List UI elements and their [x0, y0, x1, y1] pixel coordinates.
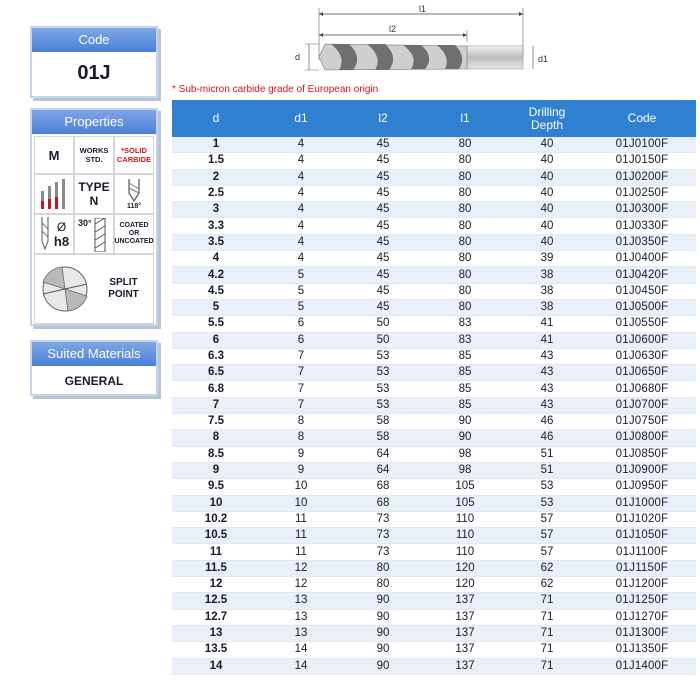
cell-d1: 7 — [260, 381, 342, 397]
table-row — [172, 251, 696, 267]
cell-d1: 11 — [260, 511, 342, 527]
table-row — [172, 577, 696, 593]
cell-l1: 110 — [424, 528, 506, 544]
cell-code: 01J0400F — [588, 251, 696, 267]
cell-code: 01J0500F — [588, 299, 696, 315]
cell-d1: 5 — [260, 299, 342, 315]
table-row — [172, 185, 696, 201]
table-row — [172, 625, 696, 641]
cell-l2: 90 — [342, 625, 424, 641]
cell-l2: 90 — [342, 642, 424, 658]
cell-code: 01J1020F — [588, 511, 696, 527]
cell-l1: 80 — [424, 202, 506, 218]
code-value: 01J — [77, 62, 111, 84]
cell-drilling-depth: 40 — [506, 234, 588, 250]
cell-d1: 4 — [260, 218, 342, 234]
table-row — [172, 462, 696, 478]
cell-code: 01J1200F — [588, 577, 696, 593]
table-row — [172, 430, 696, 446]
cell-code: 01J0680F — [588, 381, 696, 397]
cell-d1: 4 — [260, 234, 342, 250]
cell-d: 8 — [172, 430, 260, 446]
table-row — [172, 153, 696, 169]
table-row — [172, 365, 696, 381]
cell-l2: 64 — [342, 462, 424, 478]
cell-l2: 90 — [342, 609, 424, 625]
cell-d: 10.5 — [172, 528, 260, 544]
cell-l1: 110 — [424, 511, 506, 527]
cell-l2: 58 — [342, 414, 424, 430]
cell-d: 3 — [172, 202, 260, 218]
cell-drilling-depth: 43 — [506, 381, 588, 397]
cell-drilling-depth: 43 — [506, 365, 588, 381]
point-style-label: SPLIT POINT — [108, 277, 139, 300]
works-std-label: WORKS STD. — [74, 136, 114, 174]
cell-code: 01J0630F — [588, 348, 696, 364]
d-label: d — [295, 52, 301, 62]
cell-d1: 4 — [260, 169, 342, 185]
table-row — [172, 137, 696, 153]
drill-spec-table — [172, 100, 696, 675]
header-d1: d1 — [260, 100, 342, 137]
point-angle-label: 118° — [126, 202, 142, 210]
d1-label: d1 — [538, 54, 549, 64]
cell-l1: 80 — [424, 218, 506, 234]
header-l1: l1 — [424, 100, 506, 137]
cell-l2: 45 — [342, 137, 424, 153]
cell-drilling-depth: 57 — [506, 544, 588, 560]
table-row — [172, 479, 696, 495]
cell-drilling-depth: 40 — [506, 137, 588, 153]
table-row — [172, 609, 696, 625]
cell-code: 01J1000F — [588, 495, 696, 511]
cell-code: 01J0150F — [588, 153, 696, 169]
cell-code: 01J1300F — [588, 625, 696, 641]
type-value: N — [89, 194, 99, 208]
cell-d: 14 — [172, 658, 260, 674]
cell-l1: 110 — [424, 544, 506, 560]
cell-d1: 14 — [260, 642, 342, 658]
table-row — [172, 560, 696, 576]
table-row — [172, 642, 696, 658]
split-point-icon — [40, 264, 90, 314]
cell-d1: 8 — [260, 430, 342, 446]
cell-d: 1.5 — [172, 153, 260, 169]
cell-d: 3.5 — [172, 234, 260, 250]
cell-drilling-depth: 38 — [506, 283, 588, 299]
cell-code: 01J0550F — [588, 316, 696, 332]
cell-code: 01J0650F — [588, 365, 696, 381]
cell-d1: 5 — [260, 283, 342, 299]
cell-l2: 50 — [342, 316, 424, 332]
cell-d1: 10 — [260, 479, 342, 495]
cell-d: 6.3 — [172, 348, 260, 364]
cell-d: 13.5 — [172, 642, 260, 658]
split-point-cell — [34, 254, 154, 324]
diameter-symbol: Ø — [56, 219, 67, 234]
cell-l2: 53 — [342, 348, 424, 364]
table-header-row — [172, 100, 696, 137]
cell-drilling-depth: 40 — [506, 169, 588, 185]
cell-d1: 13 — [260, 609, 342, 625]
cell-l2: 73 — [342, 544, 424, 560]
cell-d1: 9 — [260, 462, 342, 478]
helix-angle-cell — [74, 214, 114, 254]
cell-d1: 7 — [260, 365, 342, 381]
cell-code: 01J1250F — [588, 593, 696, 609]
cell-l2: 45 — [342, 218, 424, 234]
cell-d: 12.5 — [172, 593, 260, 609]
cell-d1: 8 — [260, 414, 342, 430]
cell-l1: 105 — [424, 479, 506, 495]
cell-drilling-depth: 41 — [506, 332, 588, 348]
cell-l2: 73 — [342, 511, 424, 527]
cell-d: 4 — [172, 251, 260, 267]
cell-drilling-depth: 43 — [506, 348, 588, 364]
cell-drilling-depth: 38 — [506, 267, 588, 283]
cell-d: 2.5 — [172, 185, 260, 201]
cell-l1: 105 — [424, 495, 506, 511]
cell-d: 10 — [172, 495, 260, 511]
cell-d: 2 — [172, 169, 260, 185]
cell-code: 01J1350F — [588, 642, 696, 658]
cell-l1: 90 — [424, 414, 506, 430]
cell-d: 4.2 — [172, 267, 260, 283]
cell-d1: 7 — [260, 348, 342, 364]
cell-d: 8.5 — [172, 446, 260, 462]
cell-d1: 12 — [260, 577, 342, 593]
cell-l2: 80 — [342, 577, 424, 593]
cell-l1: 137 — [424, 658, 506, 674]
suited-materials-panel — [30, 340, 158, 396]
cell-code: 01J0200F — [588, 169, 696, 185]
cell-l2: 45 — [342, 234, 424, 250]
cell-l1: 98 — [424, 446, 506, 462]
cell-d: 7 — [172, 397, 260, 413]
cell-drilling-depth: 40 — [506, 218, 588, 234]
table-row — [172, 348, 696, 364]
cell-code: 01J0420F — [588, 267, 696, 283]
table-row — [172, 169, 696, 185]
cell-l1: 137 — [424, 625, 506, 641]
drill-dimension-drawing — [295, 2, 555, 84]
cell-code: 01J0600F — [588, 332, 696, 348]
table-body — [172, 137, 696, 674]
cell-drilling-depth: 51 — [506, 462, 588, 478]
cell-l1: 80 — [424, 299, 506, 315]
cell-d1: 12 — [260, 560, 342, 576]
cell-d: 5.5 — [172, 316, 260, 332]
cell-l1: 80 — [424, 137, 506, 153]
cell-l1: 85 — [424, 381, 506, 397]
cell-code: 01J0850F — [588, 446, 696, 462]
properties-panel-title: Properties — [32, 110, 156, 134]
cell-l1: 85 — [424, 348, 506, 364]
table-row — [172, 316, 696, 332]
point-angle-cell — [114, 174, 154, 214]
cell-code: 01J1050F — [588, 528, 696, 544]
cell-code: 01J1400F — [588, 658, 696, 674]
cell-d1: 13 — [260, 593, 342, 609]
table-row — [172, 267, 696, 283]
cell-d1: 4 — [260, 137, 342, 153]
cell-drilling-depth: 40 — [506, 185, 588, 201]
cell-l2: 45 — [342, 185, 424, 201]
cell-l2: 68 — [342, 479, 424, 495]
cell-drilling-depth: 57 — [506, 528, 588, 544]
cell-d1: 11 — [260, 544, 342, 560]
cell-l1: 137 — [424, 642, 506, 658]
cell-code: 01J0250F — [588, 185, 696, 201]
header-d: d — [172, 100, 260, 137]
code-panel-title: Code — [32, 28, 156, 52]
cell-drilling-depth: 71 — [506, 642, 588, 658]
cell-d1: 11 — [260, 528, 342, 544]
cell-l1: 80 — [424, 283, 506, 299]
cell-d1: 10 — [260, 495, 342, 511]
cell-drilling-depth: 71 — [506, 593, 588, 609]
cell-drilling-depth: 57 — [506, 511, 588, 527]
table-row — [172, 593, 696, 609]
table-row — [172, 234, 696, 250]
cell-d: 13 — [172, 625, 260, 641]
cell-l1: 80 — [424, 185, 506, 201]
table-row — [172, 202, 696, 218]
cell-drilling-depth: 40 — [506, 153, 588, 169]
cell-l2: 53 — [342, 365, 424, 381]
cell-l1: 85 — [424, 365, 506, 381]
table-row — [172, 397, 696, 413]
cell-d: 12 — [172, 577, 260, 593]
cell-d1: 5 — [260, 267, 342, 283]
cell-l1: 137 — [424, 593, 506, 609]
properties-panel — [30, 108, 158, 326]
cell-l1: 80 — [424, 251, 506, 267]
suited-materials-title: Suited Materials — [32, 342, 156, 366]
cell-l2: 45 — [342, 299, 424, 315]
header-code: Code — [588, 100, 696, 137]
helix-icon — [92, 218, 108, 252]
cell-d: 3.3 — [172, 218, 260, 234]
cell-l2: 53 — [342, 397, 424, 413]
cell-code: 01J0750F — [588, 414, 696, 430]
cell-code: 01J0800F — [588, 430, 696, 446]
cell-l1: 80 — [424, 234, 506, 250]
carbide-note: * Sub-micron carbide grade of European origin — [172, 84, 379, 95]
cell-l1: 83 — [424, 316, 506, 332]
cell-l1: 83 — [424, 332, 506, 348]
cell-d1: 4 — [260, 251, 342, 267]
cell-l1: 120 — [424, 577, 506, 593]
type-cell — [74, 174, 114, 214]
cell-drilling-depth: 38 — [506, 299, 588, 315]
cell-drilling-depth: 39 — [506, 251, 588, 267]
header-l2: l2 — [342, 100, 424, 137]
cell-l2: 68 — [342, 495, 424, 511]
cell-code: 01J0300F — [588, 202, 696, 218]
table-row — [172, 218, 696, 234]
cell-l2: 45 — [342, 153, 424, 169]
cell-code: 01J0100F — [588, 137, 696, 153]
table-row — [172, 446, 696, 462]
cell-drilling-depth: 46 — [506, 430, 588, 446]
cell-drilling-depth: 46 — [506, 414, 588, 430]
cell-l1: 137 — [424, 609, 506, 625]
cell-d1: 4 — [260, 202, 342, 218]
drill-point-icon — [121, 179, 147, 203]
cell-code: 01J1150F — [588, 560, 696, 576]
cell-d1: 13 — [260, 625, 342, 641]
cell-d: 7.5 — [172, 414, 260, 430]
cell-d: 6.5 — [172, 365, 260, 381]
cell-d1: 4 — [260, 153, 342, 169]
cell-drilling-depth: 40 — [506, 202, 588, 218]
cell-d: 4.5 — [172, 283, 260, 299]
cell-l2: 45 — [342, 251, 424, 267]
cell-code: 01J0350F — [588, 234, 696, 250]
table-row — [172, 528, 696, 544]
cell-drilling-depth: 51 — [506, 446, 588, 462]
cell-d1: 7 — [260, 397, 342, 413]
cell-code: 01J0330F — [588, 218, 696, 234]
l1-label: l1 — [419, 4, 427, 14]
cell-d: 6.8 — [172, 381, 260, 397]
cell-l1: 85 — [424, 397, 506, 413]
cell-d1: 6 — [260, 332, 342, 348]
cell-drilling-depth: 71 — [506, 658, 588, 674]
cell-l1: 90 — [424, 430, 506, 446]
cell-d: 1 — [172, 137, 260, 153]
header-drilling-depth: Drilling Depth — [506, 100, 588, 137]
cell-drilling-depth: 53 — [506, 495, 588, 511]
type-label: TYPE — [78, 180, 110, 194]
cell-d: 5 — [172, 299, 260, 315]
solid-carbide-label: *SOLID CARBIDE — [114, 136, 154, 174]
l2-label: l2 — [389, 24, 397, 34]
cell-code: 01J1270F — [588, 609, 696, 625]
table-row — [172, 495, 696, 511]
drill-tolerance-icon — [39, 217, 51, 251]
cell-drilling-depth: 62 — [506, 577, 588, 593]
cell-l2: 73 — [342, 528, 424, 544]
cell-l2: 53 — [342, 381, 424, 397]
table-row — [172, 299, 696, 315]
cell-code: 01J1100F — [588, 544, 696, 560]
cell-l2: 58 — [342, 430, 424, 446]
cell-l1: 98 — [424, 462, 506, 478]
cell-l2: 80 — [342, 560, 424, 576]
table-row — [172, 332, 696, 348]
code-panel — [30, 26, 158, 98]
cell-code: 01J0450F — [588, 283, 696, 299]
cell-d1: 9 — [260, 446, 342, 462]
cell-d: 12.7 — [172, 609, 260, 625]
material-code: M — [34, 136, 74, 174]
cell-l2: 45 — [342, 202, 424, 218]
cell-d1: 14 — [260, 658, 342, 674]
suited-materials-value: GENERAL — [64, 374, 124, 388]
cell-drilling-depth: 71 — [506, 625, 588, 641]
cell-drilling-depth: 71 — [506, 609, 588, 625]
cell-d: 11 — [172, 544, 260, 560]
cell-code: 01J0700F — [588, 397, 696, 413]
table-row — [172, 381, 696, 397]
tolerance-label: h8 — [53, 233, 70, 249]
helix-angle-label: 30° — [78, 218, 92, 228]
cell-code: 01J0900F — [588, 462, 696, 478]
cell-l2: 45 — [342, 169, 424, 185]
cell-d: 9.5 — [172, 479, 260, 495]
cell-l2: 45 — [342, 267, 424, 283]
cell-l2: 90 — [342, 658, 424, 674]
cell-l1: 80 — [424, 267, 506, 283]
cell-l1: 80 — [424, 153, 506, 169]
cell-d1: 4 — [260, 185, 342, 201]
cell-drilling-depth: 53 — [506, 479, 588, 495]
cell-l1: 80 — [424, 169, 506, 185]
cell-l2: 64 — [342, 446, 424, 462]
cell-code: 01J0950F — [588, 479, 696, 495]
cell-l2: 45 — [342, 283, 424, 299]
table-row — [172, 658, 696, 674]
cell-d1: 6 — [260, 316, 342, 332]
cell-l1: 120 — [424, 560, 506, 576]
cell-l2: 90 — [342, 593, 424, 609]
coating-label: COATED OR UNCOATED — [114, 214, 154, 254]
cell-d: 10.2 — [172, 511, 260, 527]
cell-drilling-depth: 41 — [506, 316, 588, 332]
cell-l2: 50 — [342, 332, 424, 348]
table-row — [172, 414, 696, 430]
cell-drilling-depth: 62 — [506, 560, 588, 576]
table-row — [172, 544, 696, 560]
cell-d: 11.5 — [172, 560, 260, 576]
table-row — [172, 511, 696, 527]
drill-lengths-icon — [34, 174, 74, 214]
cell-d: 9 — [172, 462, 260, 478]
table-row — [172, 283, 696, 299]
cell-d: 6 — [172, 332, 260, 348]
tolerance-cell — [34, 214, 74, 254]
cell-drilling-depth: 43 — [506, 397, 588, 413]
